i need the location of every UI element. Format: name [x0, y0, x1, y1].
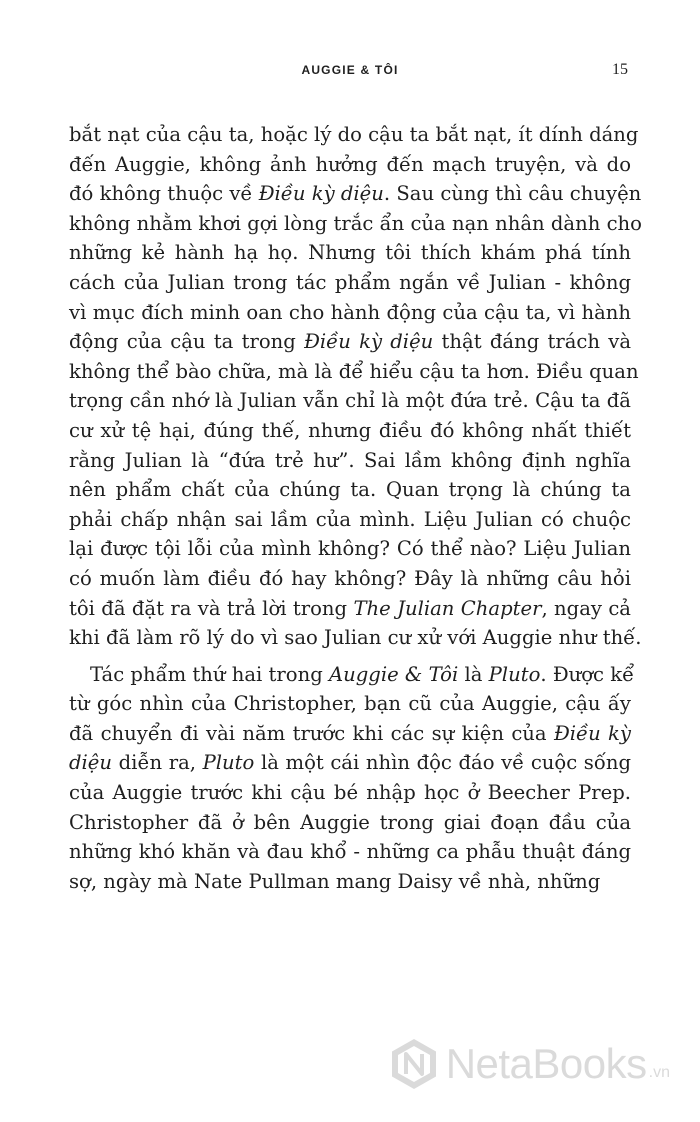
text-run: Christopher đã ở bên Auggie trong giai đoạn đầu của: [69, 810, 631, 834]
paragraph: [69, 120, 642, 653]
italic-title: Auggie & Tôi: [328, 662, 459, 686]
text-run: , ngay cả: [541, 596, 631, 620]
text-run: phải chấp nhận sai lầm của mình. Liệu Julian có chuộc: [69, 507, 631, 531]
text-run: rằng Julian là “đứa trẻ hư”. Sai lầm không định nghĩa: [69, 448, 631, 472]
text-run: không thể bào chữa, mà là để hiểu cậu ta hơn. Điều quan: [69, 359, 639, 383]
text-run: diễn ra,: [112, 751, 203, 775]
text-line: [69, 660, 635, 690]
text-line: [69, 837, 631, 867]
text-run: không nhằm khơi gợi lòng trắc ẩn của nạn nhân dành cho: [69, 211, 642, 235]
text-run: của Auggie trước khi cậu bé nhập học ở Beecher Prep.: [69, 781, 631, 805]
netabooks-logo-icon: [386, 1036, 442, 1092]
italic-title: Pluto: [202, 751, 255, 775]
text-run: trọng cần nhớ là Julian vẫn chỉ là một đứa trẻ. Cậu ta đã: [69, 389, 631, 413]
book-title: AUGGIE & TÔI: [301, 63, 399, 77]
text-run: là một cái nhìn độc đáo về cuộc sống: [254, 751, 631, 775]
text-line: [69, 268, 631, 298]
text-run: cư xử tệ hại, đúng thế, nhưng điều đó không nhất thiết: [69, 418, 631, 442]
text-line: [69, 475, 631, 505]
text-line: [69, 238, 631, 268]
text-line: [69, 327, 631, 357]
text-line: [69, 594, 631, 624]
page-number: 15: [612, 61, 628, 78]
text-line: [69, 386, 631, 416]
text-run: . Được kể: [540, 662, 635, 686]
text-line: [69, 209, 642, 239]
text-line: [69, 564, 631, 594]
paragraph: [69, 660, 635, 897]
text-run: nên phẩm chất của chúng ta. Quan trọng là chúng ta: [69, 478, 631, 502]
italic-title: diệu: [69, 751, 113, 775]
text-run: có muốn làm điều đó hay không? Đây là những câu hỏi: [69, 566, 631, 590]
watermark-suffix: .vn: [648, 1064, 670, 1081]
text-line: [69, 416, 631, 446]
text-run: sợ, ngày mà Nate Pullman mang Daisy về nhà, những: [69, 869, 601, 893]
text-line: [69, 150, 631, 180]
italic-title: Điều kỳ diệu: [304, 330, 434, 354]
text-run: tôi đã đặt ra và trả lời trong: [69, 596, 354, 620]
text-line: [69, 719, 631, 749]
text-line: [69, 446, 631, 476]
text-line: [69, 534, 631, 564]
text-line: [69, 357, 639, 387]
italic-title: Điều kỳ: [553, 721, 631, 745]
watermark: [386, 1036, 670, 1092]
text-run: đã chuyển đi vài năm trước khi các sự kiện của: [69, 721, 554, 745]
text-line: [69, 778, 631, 808]
text-line: [69, 748, 631, 778]
text-line: [69, 689, 631, 719]
text-run: khi đã làm rõ lý do vì sao Julian cư xử với Auggie như thế.: [69, 626, 642, 650]
text-run: bắt nạt của cậu ta, hoặc lý do cậu ta bắt nạt, ít dính dáng: [69, 123, 639, 146]
italic-title: The Julian Chapter: [353, 596, 542, 620]
italic-title: Pluto: [488, 662, 541, 686]
text-run: là: [458, 662, 489, 686]
text-run: đến Auggie, không ảnh hưởng đến mạch truyện, và do: [69, 152, 631, 176]
watermark-text: NetaBooks: [445, 1040, 647, 1087]
text-run: . Sau cùng thì câu chuyện: [383, 182, 642, 206]
text-run: lại được tội lỗi của mình không? Có thể nào? Liệu Julian: [69, 537, 631, 561]
text-run: Tác phẩm thứ hai trong: [90, 662, 329, 686]
text-run: vì mục đích minh oan cho hành động của cậu ta, vì hành: [69, 300, 631, 324]
text-line: [69, 120, 639, 150]
text-line: [69, 179, 642, 209]
text-line: [69, 808, 631, 838]
text-line: [69, 505, 631, 535]
running-head: [0, 60, 700, 80]
text-run: động của cậu ta trong: [69, 330, 305, 354]
text-line: [69, 623, 642, 653]
body-text: [69, 120, 642, 896]
italic-title: Điều kỳ diệu: [258, 182, 384, 206]
text-run: từ góc nhìn của Christopher, bạn cũ của Auggie, cậu ấy: [69, 692, 631, 716]
text-line: [69, 867, 631, 897]
text-run: những kẻ hành hạ họ. Nhưng tôi thích khám phá tính: [69, 241, 631, 265]
paragraph-gap: [69, 653, 631, 660]
text-run: đó không thuộc về: [69, 182, 259, 206]
text-run: những khó khăn và đau khổ - những ca phẫu thuật đáng: [69, 840, 631, 864]
text-run: thật đáng trách và: [433, 330, 631, 354]
text-run: cách của Julian trong tác phẩm ngắn về Julian - không: [69, 270, 631, 294]
text-line: [69, 298, 631, 328]
